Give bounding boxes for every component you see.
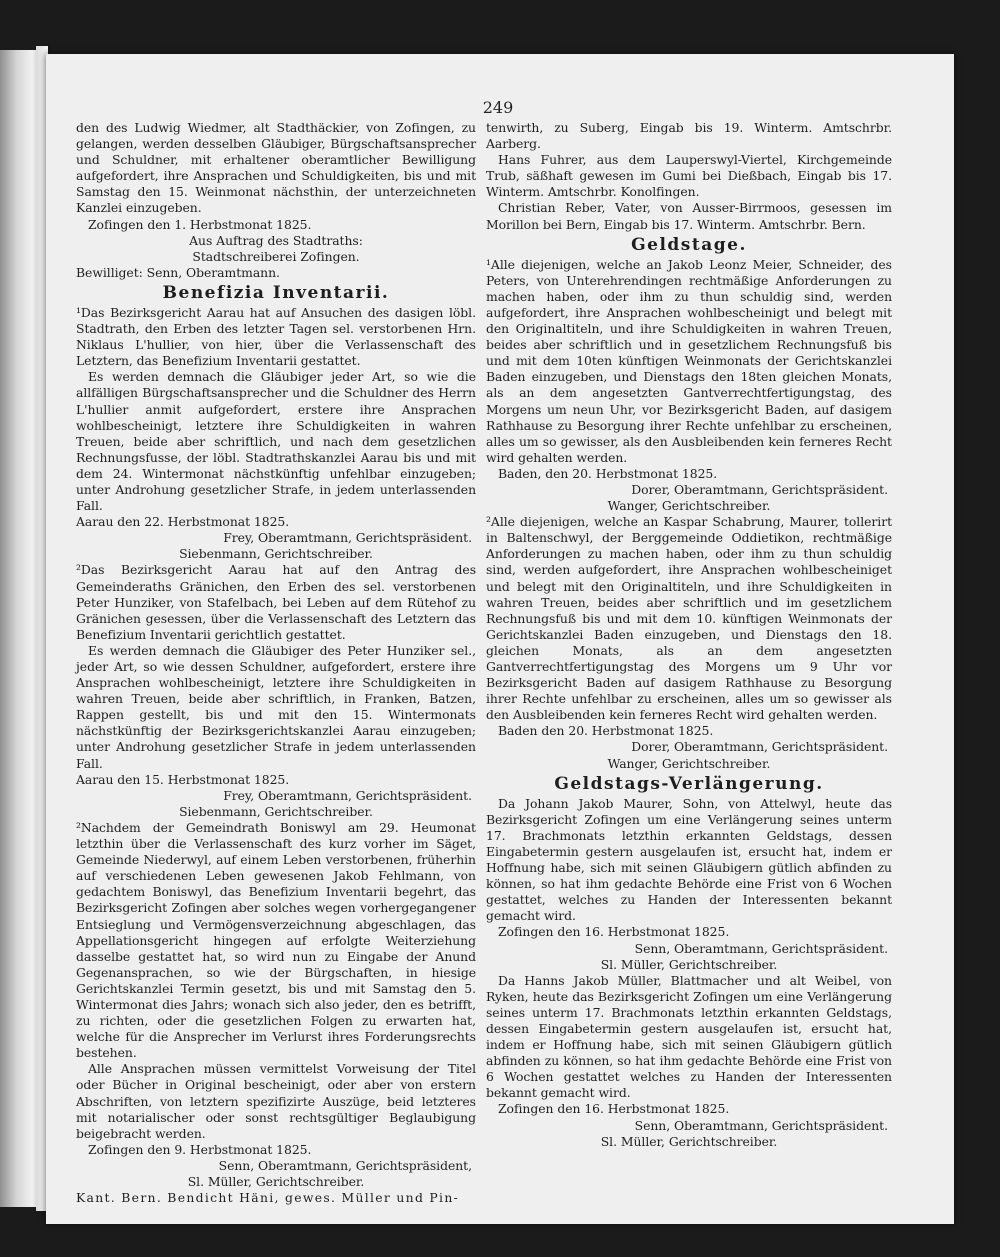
signature-line: Stadtschreiberei Zofingen. <box>192 248 360 264</box>
notice-text: ²Alle diejenigen, welche an Kaspar Schabrung, Maurer, tollerirt in Baltenschwyl, der Berggemeinde Oddietikon, rechtmäßige Anforderungen zu machen haben, oder ihm zu thun schuldig sind, werden aufgefordert, ihre Ansprachen wohlbescheiniget und belegt mit den Originaltiteln, und ihre Schuldigkeiten in wahren Treuen, beides aber schriftlich und im gesetzlichem Rechnungsfuß bis und mit dem 10. künftigen Weinmonats der Gerichtskanzlei Baden einzugeben, und Dienstags den 18. gleichen Monats, als an dem angesetzten Gantverrechtfertigungstag des Morgens um 9 Uhr vor Bezirksgericht Baden auf dasigem Rathhause zu Besorgung ihrer Rechte unfehlbar zu erscheinen, alles um so gewisser als den Ausbleibenden kein ferneres Recht wird gehalten werden. <box>486 514 892 723</box>
signature-line: Frey, Oberamtmann, Gerichtspräsident. <box>223 787 472 803</box>
signature-line: Aus Auftrag des Stadtraths: <box>189 232 363 248</box>
page-number: 249 <box>482 98 514 117</box>
notice-text: Es werden demnach die Gläubiger des Peter Hunziker sel., jeder Art, so wie dessen Schuldner, aufgefordert, erstere ihre Ansprachen wohlbescheinigt, letztere ihre Schuldigkeiten in wahren Treuen, beide aber schriftlich, in Franken, Batzen, Rappen gestellt, bis und mit den 15. Wintermonats nächstkünftig der Bezirksgerichtskanzlei Aarau einzugeben; unter Androhung gesetzlicher Strafe in jedem unterlassenden Fall. <box>76 642 476 771</box>
signature-line: Sl. Müller, Gerichtschreiber. <box>187 1174 365 1189</box>
notice-text: ¹Das Bezirksgericht Aarau hat auf Ansuchen des dasigen löbl. Stadtrath, den Erben des letzter Tagen sel. verstorbenen Hrn. Niklaus L'hullier, von hier, über die Verlassenschaft des Letztern, das Benefizium Inventarii gestattet. <box>76 304 476 369</box>
notice-date: Zofingen den 16. Herbstmonat 1825. <box>498 1101 730 1117</box>
notice-date: Baden den 20. Herbstmonat 1825. <box>498 723 714 739</box>
signature-line: Wanger, Gerichtschreiber. <box>607 755 771 771</box>
signature-line: Senn, Oberamtmann, Gerichtspräsident, <box>218 1157 472 1173</box>
section-heading-geldstage: Geldstage. <box>631 234 747 255</box>
notice-text: Da Johann Jakob Maurer, Sohn, von Attelwyl, heute das Bezirksgericht Zofingen um eine Verlängerung seines unterm 17. Brachmonats letzthin erkannten Geldstags, dessen Eingabetermin gestern ausgelaufen ist, ersucht hat, indem er Hoffnung habe, sich mit seinen Gläubigern gütlich abfinden zu können, so hat ihm gedachte Behörde eine Frist von 6 Wochen gestattet, welches zu Handen der Interessenten bekannt gemacht wird. <box>486 795 892 924</box>
notice-text: den des Ludwig Wiedmer, alt Stadthäckier, von Zofingen, zu gelangen, werden desselben Gläubiger, Bürgschaftsansprecher und Schuldner, mit erhaltener oberamtlicher Bewilligung aufgefordert, ihre Ansprachen und Schuldigkeiten, bis und mit Samstag den 15. Weinmonat nächsthin, der unterzeichneten Kanzlei einzugeben. <box>76 120 476 216</box>
signature-line: Senn, Oberamtmann, Gerichtspräsident. <box>634 1117 888 1133</box>
right-column <box>486 120 892 1150</box>
notice-text: ¹Alle diejenigen, welche an Jakob Leonz Meier, Schneider, des Peters, von Unterehrendingen rechtmäßige Anforderungen zu machen haben, oder ihm zu thun schuldig sind, werden aufgefordert, ihre Ansprachen wohlbescheinigt und belegt mit den Originaltiteln, und ihre Schuldigkeiten in wahren Treuen, beides aber schriftlich und in gesetzlichem Rechnungsfuß bis und mit dem 10ten künftigen Weinmonats der Gerichtskanzlei Baden einzugeben, und Dienstags den 18ten gleichen Monats, als an dem angesetzten Gantverrechtfertigungstag, des Morgens um neun Uhr, vor Bezirksgericht Baden, auf dasigem Rathhause zu Besorgung ihrer Rechte unfehlbar zu erscheinen, alles um so gewisser, als den Ausbleibenden kein ferneres Recht wird gehalten werden. <box>486 256 892 465</box>
signature-line: Sl. Müller, Gerichtschreiber. <box>600 956 778 972</box>
notice-date: Baden, den 20. Herbstmonat 1825. <box>498 465 718 481</box>
approval-line: Bewilliget: Senn, Oberamtmann. <box>76 264 280 280</box>
signature-line: Sl. Müller, Gerichtschreiber. <box>600 1133 778 1149</box>
notice-date: Zofingen den 9. Herbstmonat 1825. <box>88 1141 312 1157</box>
signature-line: Senn, Oberamtmann, Gerichtspräsident. <box>634 940 888 956</box>
section-heading-beneficium: Benefizia Inventarii. <box>162 282 390 303</box>
notice-text: Alle Ansprachen müssen vermittelst Vorweisung der Titel oder Bücher in Original bescheinigt, oder aber von erstern Abschriften, von letztern spezifizirte Auszüge, beid letzteres mit notarialischer oder sonst rechtsgültiger Beglaubigung beigebracht werden. <box>76 1061 476 1141</box>
section-heading-verlaengerung: Geldstags-Verlängerung. <box>554 773 824 794</box>
notice-date: Zofingen den 1. Herbstmonat 1825. <box>88 216 312 232</box>
signature-line: Wanger, Gerichtschreiber. <box>607 498 771 514</box>
notice-text: Christian Reber, Vater, von Ausser-Birrmoos, gesessen im Morillon bei Bern, Eingab bis 17. Winterm. Amtschrbr. Bern. <box>486 200 892 232</box>
notice-date: Zofingen den 16. Herbstmonat 1825. <box>498 924 730 940</box>
notice-text: ²Das Bezirksgericht Aarau hat auf den Antrag des Gemeinderaths Gränichen, den Erben des sel. verstorbenen Peter Hunziker, von Stafelbach, bei Leben auf dem Rütehof zu Gränichen gesessen, über die Verlassenschaft des Letztern das Benefizium Inventarii gerichtlich gestattet. <box>76 562 476 642</box>
notice-date: Aarau den 22. Herbstmonat 1825. <box>76 514 290 530</box>
signature-line: Frey, Oberamtmann, Gerichtspräsident. <box>223 530 472 546</box>
notice-text: Es werden demnach die Gläubiger jeder Art, so wie die allfälligen Bürgschaftsansprecher und die Schuldner des Herrn L'hullier anmit aufgefordert, erstere ihre Ansprachen wohlbescheinigt, letztere ihre Schuldigkeiten in wahren Treuen, beide aber schriftlich, und nach dem gesetzlichen Rechnungsfusse, der löbl. Stadtrathskanzlei Aarau bis und mit dem 24. Wintermonat nächstkünftig unfehlbar einzugeben; unter Androhung gesetzlicher Strafe, in jedem unterlassenden Fall. <box>76 369 476 514</box>
notice-text: Da Hanns Jakob Müller, Blattmacher und alt Weibel, von Ryken, heute das Bezirksgericht Zofingen um eine Verlängerung seines unterm 17. Brachmonats letzthin erkannten Geldstags, dessen Eingabetermin gestern ausgelaufen ist, ersucht hat, indem er Hoffnung habe, sich mit seinen Gläubigern gütlich abfinden zu können, so hat ihm gedachte Behörde eine Frist von 6 Wochen gestattet welches zu Handen der Interessenten bekannt gemacht wird. <box>486 972 892 1101</box>
signature-line: Siebenmann, Gerichtschreiber. <box>179 803 373 819</box>
notice-text: ²Nachdem der Gemeindrath Boniswyl am 29. Heumonat letzthin über die Verlassenschaft des kurz vorher im Säget, Gemeinde Niederwyl, auf einem Leben verstorbenen, früherhin auf verschiedenen Leben gewesenen Jakob Fehlmann, von gedachtem Boniswyl, das Benefizium Inventarii begehrt, das Bezirksgericht Zofingen aber solches wegen vorhergegangener Entsieglung und Vermögensverzeichnung abgeschlagen, das Appellationsgericht hingegen auf erfolgte Weiterziehung dasselbe gestattet hat, so wird nun zu Eingabe der Anund Gegenansprachen, so wie der Bürgschaften, in hiesige Gerichtskanzlei Termin gesetzt, bis und mit Samstag den 5. Wintermonat dies Jahrs; wonach sich also jeder, den es betrifft, zu richten, oder die gesetzlichen Folgen zu erwarten hat, welche für die Ansprecher im Verlurst ihres Forderungsrechts bestehen. <box>76 819 476 1061</box>
notice-date: Aarau den 15. Herbstmonat 1825. <box>76 771 290 787</box>
notice-text: tenwirth, zu Suberg, Eingab bis 19. Winterm. Amtschrbr. Aarberg. <box>486 120 892 152</box>
left-column <box>76 120 476 1206</box>
book-binding <box>0 50 40 1207</box>
signature-line: Dorer, Oberamtmann, Gerichtspräsident. <box>631 481 888 497</box>
newspaper-page <box>46 54 954 1224</box>
signature-line: Dorer, Oberamtmann, Gerichtspräsident. <box>631 739 888 755</box>
notice-text: Hans Fuhrer, aus dem Lauperswyl-Viertel, Kirchgemeinde Trub, säßhaft gewesen im Gumi bei Dießbach, Eingab bis 17. Winterm. Amtschrbr. Konolfingen. <box>486 152 892 200</box>
signature-line: Siebenmann, Gerichtschreiber. <box>179 546 373 562</box>
footer-line: Kant. Bern. Bendicht Häni, gewes. Müller und Pin- <box>76 1190 460 1206</box>
